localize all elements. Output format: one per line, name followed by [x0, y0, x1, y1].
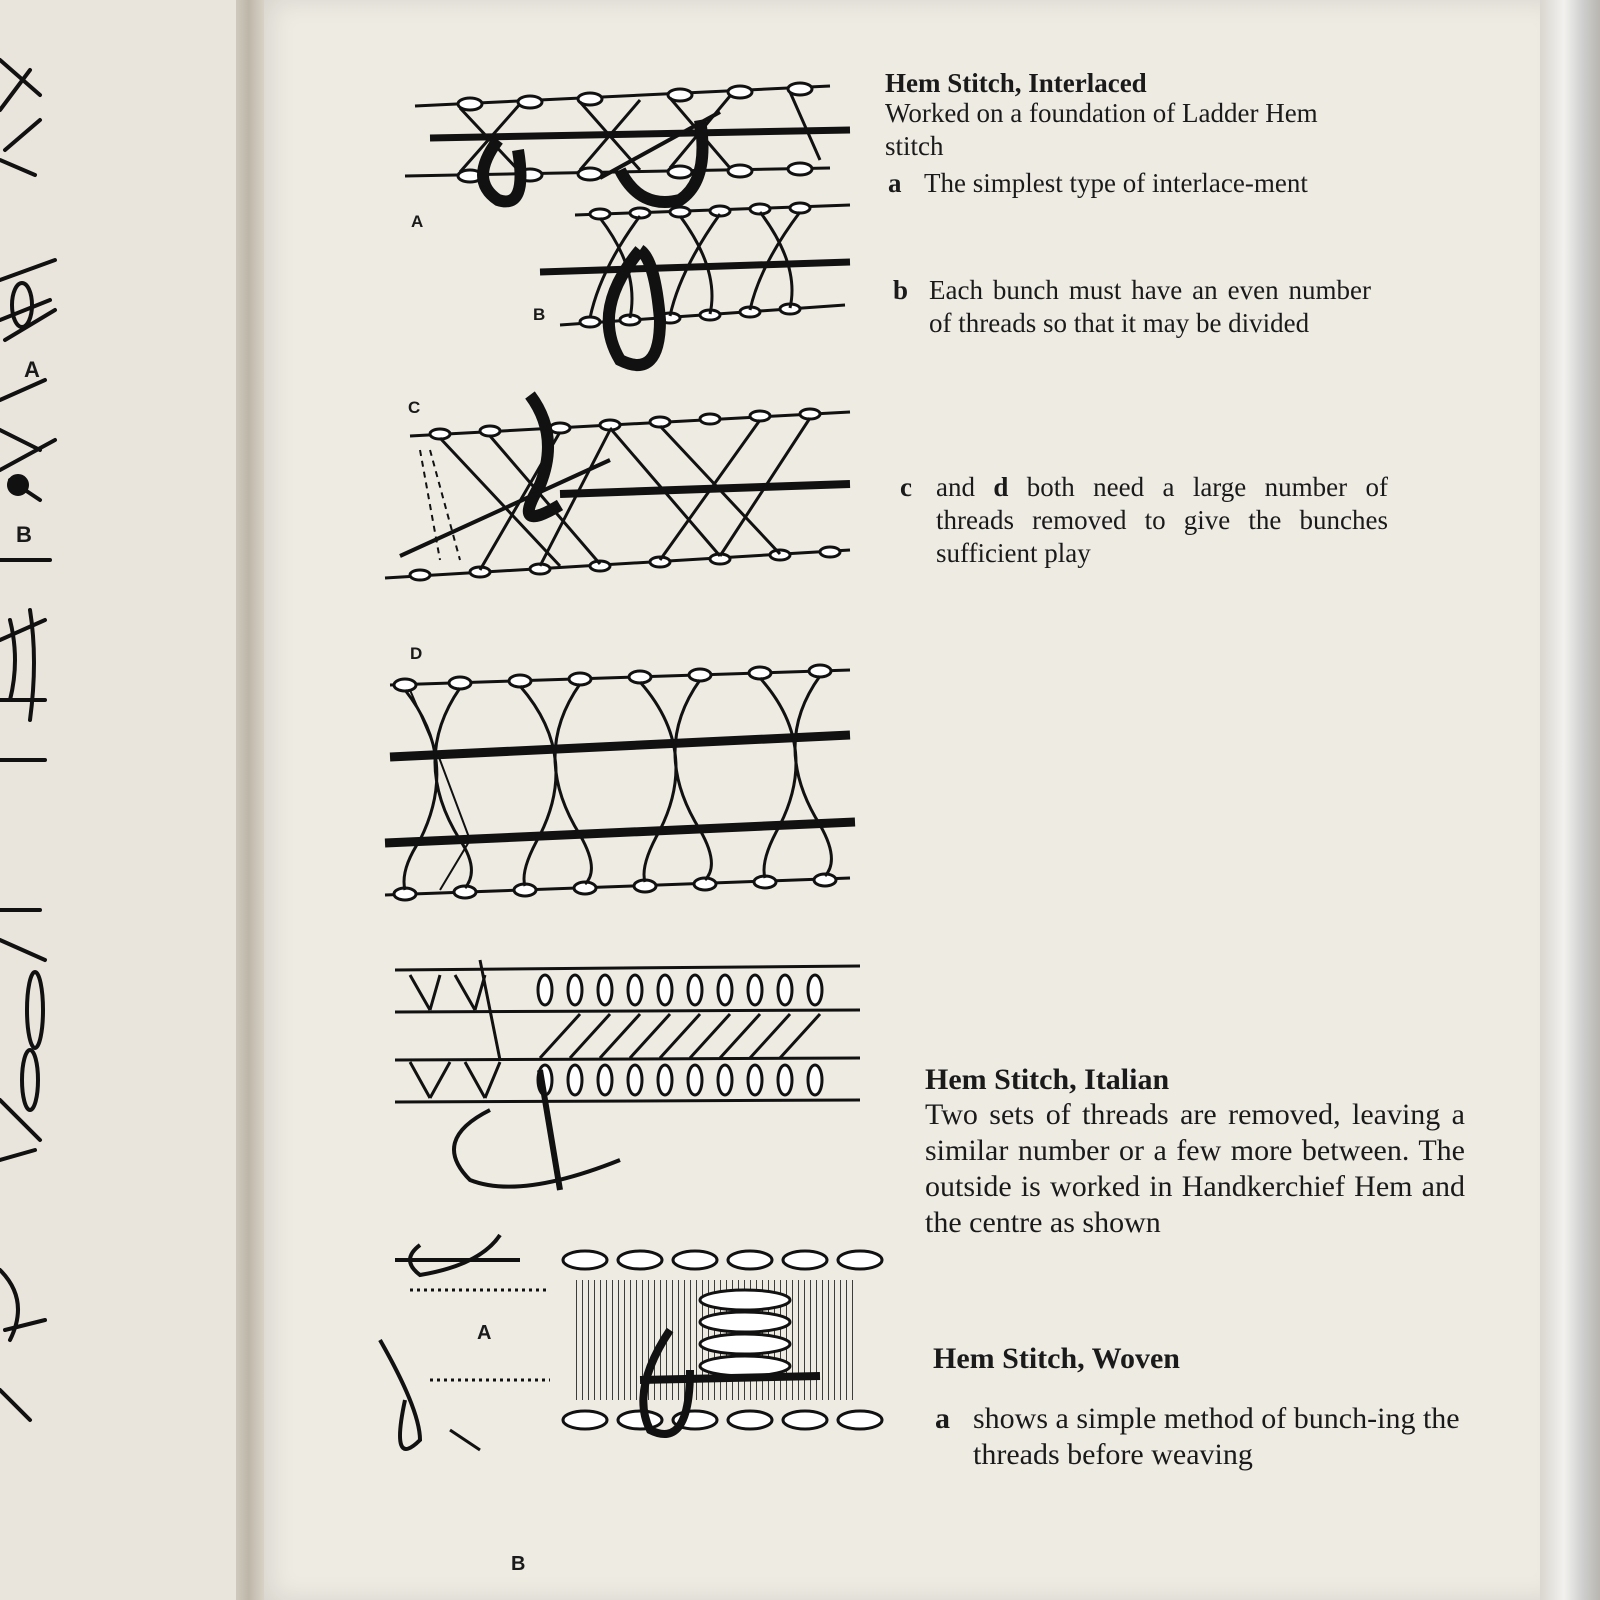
item-key: a: [888, 168, 902, 198]
figure-label-a: A: [411, 212, 424, 231]
figure-label-woven-b: B: [511, 1553, 526, 1575]
item-text-wrap: [936, 471, 1388, 570]
figure-woven: [380, 1235, 882, 1450]
item-key: c: [900, 472, 912, 502]
item-woven-a: [935, 1401, 1495, 1481]
heading-interlaced: Hem Stitch, Interlaced: [885, 68, 1147, 98]
item-interlaced-cd: [900, 471, 1390, 571]
item-key: a: [935, 1402, 950, 1435]
figure-label-d: D: [410, 644, 423, 663]
figure-interlaced-a: [405, 83, 850, 202]
figure-interlaced-d: [385, 665, 855, 900]
item-text: both need a large number of threads removed to give the bunches sufficient play: [936, 472, 1389, 568]
item-text: The simplest type of interlace-ment: [924, 168, 1308, 198]
figure-interlaced-b: [540, 203, 850, 365]
heading-woven: Hem Stitch, Woven: [933, 1342, 1180, 1375]
item-text: Each bunch must have an even number of threads so that it may be divided: [929, 275, 1371, 338]
figure-label-woven-a: A: [477, 1322, 492, 1344]
figure-italian: [395, 960, 860, 1190]
item-key: b: [893, 275, 909, 305]
figure-label-c: C: [408, 398, 421, 417]
left-figure-label-a: A: [24, 357, 40, 382]
item-key-2: d: [993, 472, 1009, 502]
item-interlaced-a: [888, 167, 1356, 237]
figure-label-b: B: [533, 305, 546, 324]
item-connector: and: [936, 472, 975, 502]
text-italian: Two sets of threads are removed, leaving a similar number or a few more between. The outside is worked in Handkerchief Hem and the centre as shown: [925, 1098, 1465, 1239]
figure-interlaced-c: [385, 395, 850, 580]
left-figure-label-b: B: [16, 522, 32, 547]
intro-interlaced: Worked on a foundation of Ladder Hem stitch: [885, 98, 1318, 161]
item-text: shows a simple method of bunch-ing the threads before weaving: [973, 1402, 1460, 1471]
heading-italian: Hem Stitch, Italian: [925, 1063, 1170, 1096]
item-interlaced-b: [893, 274, 1373, 374]
